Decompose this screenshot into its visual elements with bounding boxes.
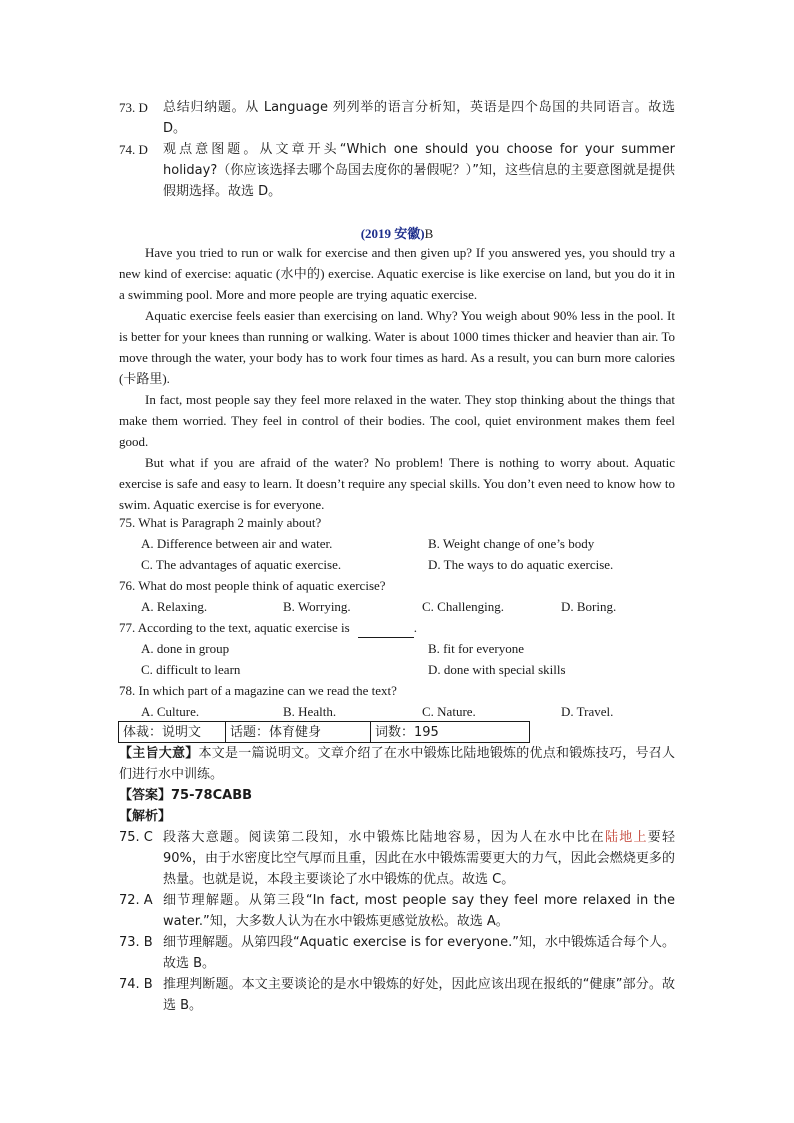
option-b: B. Worrying. — [283, 599, 351, 614]
option-row — [119, 659, 675, 680]
option-b: B. fit for everyone — [428, 641, 525, 656]
passage-paragraph-2: Aquatic exercise feels easier than exercising on land. Why? You weigh about 90% less in the pool. It is better for your knees than running or walking. Water is about 1000 times thicker and heavier than air. To move through the water, your body has to work four times as hard. As a result, you can burn more calories (卡路里). — [119, 308, 675, 386]
analysis-item — [119, 827, 675, 890]
option-row — [119, 638, 675, 659]
highlighted-text: 陆地上 — [604, 830, 648, 845]
analysis-number: 73. B — [119, 935, 153, 950]
option-c: C. The advantages of aquatic exercise. — [141, 557, 342, 572]
topic-cell: 话题：体育健身 — [226, 722, 371, 743]
question-stem: 77. According to the text, aquatic exercise is — [119, 620, 350, 635]
option-c: C. difficult to learn — [141, 662, 241, 677]
answer-key — [119, 785, 675, 806]
analysis-text: 推理判断题。本文主要谈论的是水中锻炼的好处，因此应该出现在报纸的“健康”部分。故选 B。 — [163, 977, 675, 1013]
analysis-item — [119, 932, 675, 974]
analysis-number: 74. B — [119, 977, 153, 992]
option-a: A. done in group — [141, 641, 230, 656]
passage — [119, 242, 675, 515]
option-a: A. Difference between air and water. — [141, 536, 333, 551]
word-count-cell: 词数：195 — [371, 722, 530, 743]
answer-blank — [358, 623, 414, 638]
question-stem: 75. What is Paragraph 2 mainly about? — [119, 515, 322, 530]
answer-item — [119, 97, 675, 139]
summary — [119, 743, 675, 785]
section-letter: B — [424, 226, 434, 241]
top-answers — [119, 97, 675, 202]
analysis-item — [119, 890, 675, 932]
option-c: C. Nature. — [422, 704, 476, 719]
questions — [119, 512, 675, 722]
passage-paragraph-1: Have you tried to run or walk for exercise and then given up? If you answered yes, you should try a new kind of exercise: aquatic (水中的) exercise. Aquatic exercise is like exercise on land, but you do it in a swimming pool. More and more people are trying aquatic exercise. — [119, 245, 675, 302]
answer-label: 【答案】 — [119, 788, 172, 803]
info-table — [118, 721, 530, 743]
option-row — [119, 701, 675, 722]
passage-paragraph-3: In fact, most people say they feel more relaxed in the water. They stop thinking about the things that make them worried. They feel in control of their bodies. The cool, quiet environment makes them feel good. — [119, 392, 675, 449]
answer-text: 总结归纳题。从 Language 列列举的语言分析知，英语是四个岛国的共同语言。故选 D。 — [163, 100, 675, 136]
option-a: A. Relaxing. — [141, 599, 208, 614]
option-d: D. done with special skills — [428, 662, 566, 677]
section-year: (2019 安徽) — [360, 226, 425, 241]
answer-number: 73. D — [119, 100, 148, 115]
option-d: D. Travel. — [561, 704, 614, 719]
option-d: D. Boring. — [561, 599, 617, 614]
option-row — [119, 533, 675, 554]
answer-text: 观点意图题。从文章开头“Which one should you choose for your summer holiday?（你应该选择去哪个岛国去度你的暑假呢？）”知，这些信息的主要意图就是提供假期选择。故选 D。 — [163, 142, 675, 199]
analysis-number: 72. A — [119, 893, 153, 908]
option-row — [119, 554, 675, 575]
option-a: A. Culture. — [141, 704, 200, 719]
analysis-label: 【解析】 — [119, 809, 172, 824]
summary-label: 【主旨大意】 — [119, 746, 199, 761]
option-c: C. Challenging. — [422, 599, 504, 614]
option-b: B. Health. — [283, 704, 337, 719]
answer-number: 74. D — [119, 142, 148, 157]
analysis-text-part: 要轻 90%，由于水密度比空气厚而且重，因此在水中锻炼需要更大的力气，因此会燃烧更多的热量。也就是说，本段主要谈论了水中锻炼的优点。故选 C。 — [163, 830, 675, 887]
answer-value: 75-78CABB — [171, 788, 253, 803]
analysis-text: 细节理解题。从第四段“Aquatic exercise is for everyone.”知，水中锻炼适合每个人。故选 B。 — [163, 935, 675, 971]
analysis-text — [163, 827, 675, 890]
passage-paragraph-4: But what if you are afraid of the water? No problem! There is nothing to worry about. Aquatic exercise is safe and easy to learn. It doesn’t require any special skills. You don’t even need to know how to swim. Aquatic exercise is for everyone. — [119, 455, 675, 512]
genre-cell: 体裁：说明文 — [119, 722, 226, 743]
option-b: B. Weight change of one’s body — [428, 536, 595, 551]
explanation — [119, 743, 675, 1016]
option-row — [119, 596, 675, 617]
summary-text: 本文是一篇说明文。文章介绍了在水中锻炼比陆地锻炼的优点和锻炼技巧，号召人们进行水中训练。 — [119, 746, 675, 782]
section-title — [0, 224, 794, 244]
question-stem: 78. In which part of a magazine can we read the text? — [119, 683, 397, 698]
option-d: D. The ways to do aquatic exercise. — [428, 557, 614, 572]
analysis-text-part: 段落大意题。阅读第二段知，水中锻炼比陆地容易，因为人在水中比在 — [163, 830, 605, 845]
analysis-number: 75. C — [119, 830, 153, 845]
answer-item — [119, 139, 675, 202]
info-row — [119, 722, 530, 743]
question-stem-with-blank: 77. According to the text, aquatic exercise is . — [119, 617, 675, 638]
analysis-item — [119, 974, 675, 1016]
analysis-text: 细节理解题。从第三段“In fact, most people say they feel more relaxed in the water.”知，大多数人认为在水中锻炼更感觉放松。故选 A。 — [163, 893, 675, 929]
question-stem: 76. What do most people think of aquatic exercise? — [119, 578, 386, 593]
